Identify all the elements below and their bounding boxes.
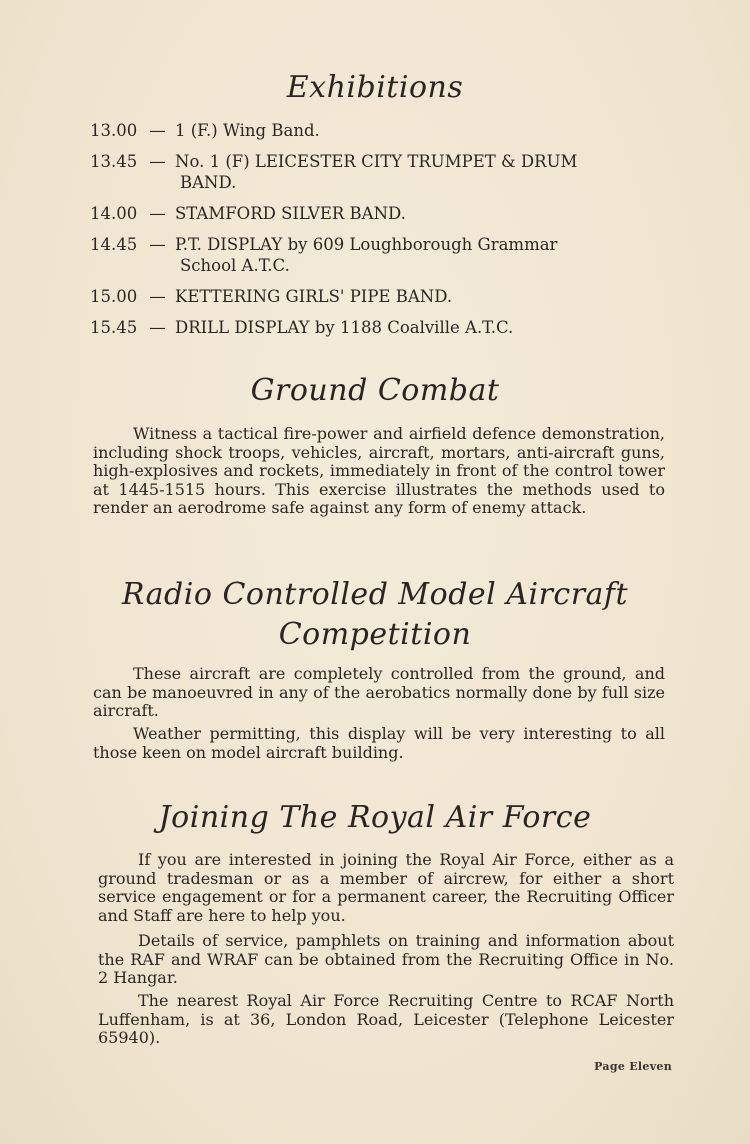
radio-models-paragraph-2: Weather permitting, this display will be very interesting to all those keen on model aircraft building.	[93, 724, 665, 762]
schedule-time: 13.45	[90, 152, 138, 171]
joining-raf-paragraph-1: If you are interested in joining the Royal Air Force, either as a ground tradesman or as a member of aircrew, for either a short service engagement or for a permanent career, the Recruiting Officer and Staff are here to help you.	[98, 850, 674, 925]
schedule-dash: —	[149, 121, 166, 140]
schedule-event-line: No. 1 (F) LEICESTER CITY TRUMPET & DRUM	[175, 152, 578, 171]
schedule-time: 15.00	[90, 287, 138, 306]
schedule-event	[175, 234, 665, 276]
schedule-dash: —	[149, 152, 166, 171]
schedule-item	[90, 120, 665, 141]
schedule-time: 13.00	[90, 121, 138, 140]
radio-models-heading-line2: Competition	[278, 617, 472, 652]
schedule-dash: —	[149, 287, 166, 306]
schedule-event: KETTERING GIRLS' PIPE BAND.	[175, 287, 453, 306]
schedule-item	[90, 151, 665, 193]
exhibitions-schedule	[90, 120, 665, 348]
schedule-event-continuation: School A.T.C.	[180, 256, 290, 275]
exhibitions-heading: Exhibitions	[286, 70, 464, 105]
radio-models-heading	[0, 575, 750, 655]
radio-models-heading-line1: Radio Controlled Model Aircraft	[121, 577, 629, 612]
schedule-time: 14.45	[90, 235, 138, 254]
schedule-event	[175, 151, 665, 193]
ground-combat-body: Witness a tactical fire-power and airfield defence demonstration, including shock troops, vehicles, aircraft, mortars, anti-aircraft guns, high-explosives and rockets, immediately in front of the control tower at 1445-1515 hours. This exercise illustrates the methods used to render an aerodrome safe against any form of enemy attack.	[93, 424, 665, 517]
schedule-event: 1 (F.) Wing Band.	[175, 121, 320, 140]
schedule-event-line: P.T. DISPLAY by 609 Loughborough Grammar	[175, 235, 558, 254]
joining-raf-paragraph-3: The nearest Royal Air Force Recruiting Centre to RCAF North Luffenham, is at 36, London Road, Leicester (Telephone Leicester 65940).	[98, 991, 674, 1047]
schedule-event: STAMFORD SILVER BAND.	[175, 204, 406, 223]
page-number: Page Eleven	[594, 1060, 672, 1073]
schedule-event-continuation: BAND.	[180, 173, 237, 192]
schedule-item	[90, 286, 665, 307]
schedule-time: 15.45	[90, 318, 138, 337]
radio-models-paragraph-1: These aircraft are completely controlled from the ground, and can be manoeuvred in any of the aerobatics normally done by full size aircraft.	[93, 664, 665, 720]
schedule-item	[90, 203, 665, 224]
joining-raf-heading: Joining The Royal Air Force	[158, 800, 592, 835]
ground-combat-heading: Ground Combat	[250, 373, 500, 408]
schedule-dash: —	[149, 235, 166, 254]
schedule-dash: —	[149, 204, 166, 223]
schedule-item	[90, 317, 665, 338]
schedule-dash: —	[149, 318, 166, 337]
schedule-time: 14.00	[90, 204, 138, 223]
schedule-event: DRILL DISPLAY by 1188 Coalville A.T.C.	[175, 318, 514, 337]
schedule-item	[90, 234, 665, 276]
joining-raf-paragraph-2: Details of service, pamphlets on training and information about the RAF and WRAF can be obtained from the Recruiting Office in No. 2 Hangar.	[98, 931, 674, 987]
